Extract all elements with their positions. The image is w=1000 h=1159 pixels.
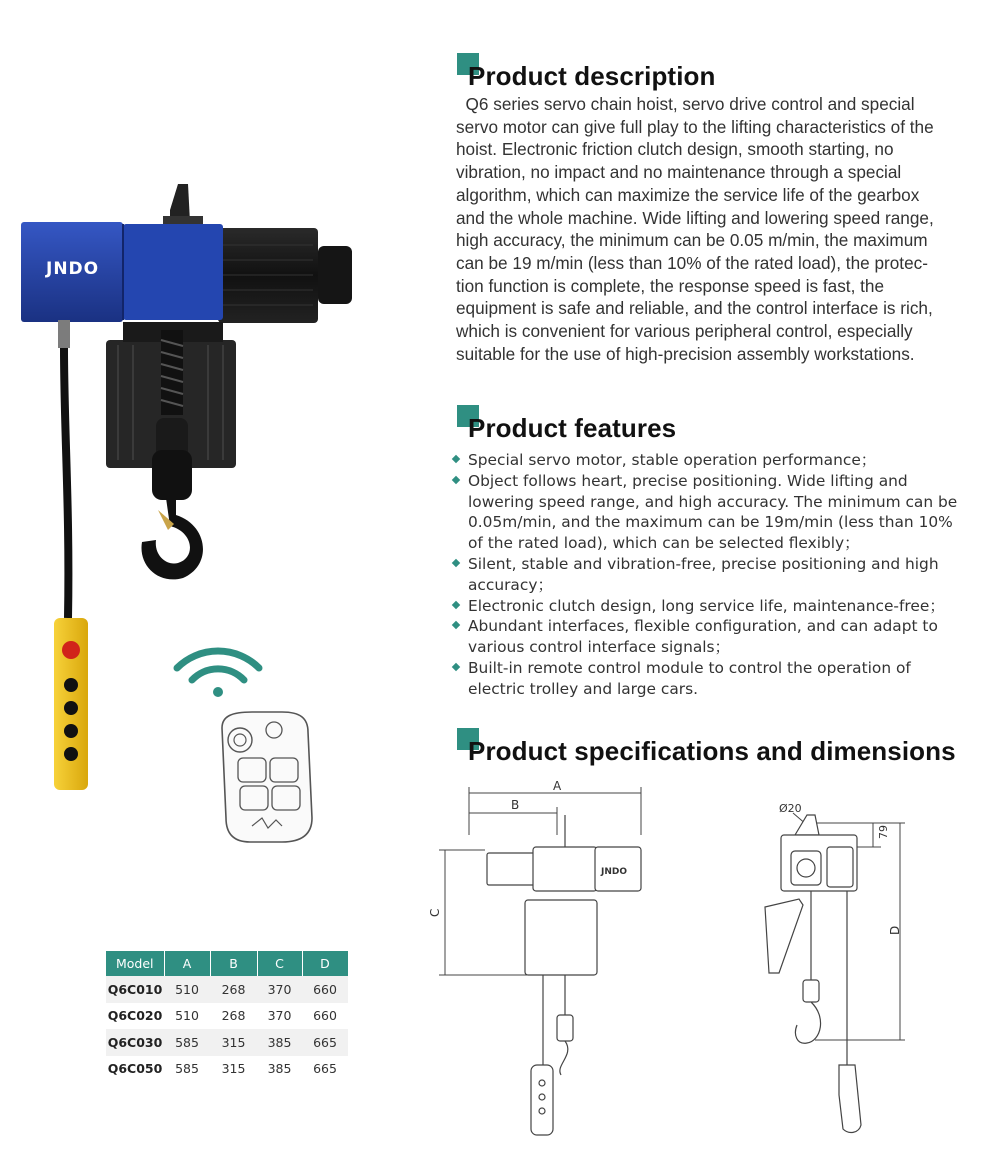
table-cell: 315 [221, 1061, 246, 1077]
section-title: Product description [468, 61, 716, 91]
description-line: suitable for the use of high-precision assembly workstations. [456, 343, 915, 364]
description-line: which is convenient for various peripheral control, especially [456, 321, 913, 342]
table-cell: 660 [313, 981, 337, 997]
dimension-label-hole: Ø20 [779, 802, 802, 815]
product-description [456, 93, 986, 365]
feature-line: lowering speed range, and high accuracy. The minimum can be [468, 492, 958, 511]
feature-line: Built-in remote control module to control the operation of [468, 658, 911, 677]
specifications-table [106, 951, 349, 1082]
table-header-row [106, 951, 348, 976]
column-header: C [257, 951, 302, 976]
table-row [106, 1056, 348, 1083]
table-cell: 385 [267, 1034, 292, 1050]
description-line: servo motor can give full play to the lifting characteristics of the [456, 116, 934, 137]
table-cell: 660 [313, 1008, 337, 1024]
table-cell: 268 [221, 1008, 246, 1024]
feature-line: Electronic clutch design, long service life, maintenance-free； [468, 596, 945, 615]
table-cell: Q6C020 [107, 1008, 163, 1024]
column-header: Model [106, 951, 164, 976]
brand-logo: JNDO [46, 259, 100, 279]
description-line: Q6 series servo chain hoist, servo drive control and special [456, 94, 915, 114]
feature-line: Special servo motor, stable operation performance； [468, 451, 877, 469]
dimension-label-a: A [553, 779, 562, 793]
features-list [452, 450, 992, 700]
hoist-illustration [18, 180, 363, 795]
table-cell: 315 [221, 1034, 246, 1050]
table-row [106, 1003, 348, 1030]
feature-item [452, 616, 992, 658]
remote-control-illustration [212, 708, 318, 846]
side-dimension-drawing [755, 795, 915, 1140]
feature-item [452, 596, 992, 617]
drawing-brand: JNDO [601, 867, 628, 877]
feature-item [452, 554, 992, 596]
table-cell: 370 [267, 981, 292, 997]
feature-line: Abundant interfaces, flexible configuration, and can adapt to [468, 617, 938, 636]
table-cell: 370 [267, 1008, 292, 1024]
wifi-icon [172, 630, 264, 700]
dimension-label-d: D [888, 925, 902, 935]
table-cell: Q6C030 [107, 1034, 163, 1050]
description-line: algorithm, which can maximize the service life of the gearbox [456, 184, 920, 205]
table-cell: 268 [221, 981, 246, 997]
table-cell: 510 [175, 981, 199, 997]
description-line: and the whole machine. Wide lifting and lowering speed range, [456, 207, 934, 228]
feature-item [452, 471, 992, 554]
description-line: can be 19 m/min (less than 10% of the rated load), the protec- [456, 252, 928, 273]
feature-line: 0.05m/min, and the maximum can be 19m/min (less than 10% [468, 513, 953, 532]
column-header: D [302, 951, 348, 976]
table-cell: 665 [313, 1061, 337, 1077]
table-cell: 510 [175, 1008, 199, 1024]
table-cell: 585 [175, 1034, 199, 1050]
feature-line: Object follows heart, precise positioning. Wide lifting and [468, 471, 908, 490]
description-line: vibration, no impact and no maintenance through a special [456, 162, 902, 183]
feature-line: various control interface signals； [468, 638, 730, 657]
dimension-label-c: C [428, 908, 442, 917]
section-title: Product specifications and dimensions [468, 736, 956, 766]
section-title: Product features [468, 413, 677, 443]
feature-item [452, 450, 992, 471]
description-line: hoist. Electronic friction clutch design, smooth starting, no [456, 139, 894, 160]
table-cell: Q6C010 [107, 981, 163, 997]
description-line: high accuracy, the minimum can be 0.05 m/min, the maximum [456, 230, 928, 251]
description-line: equipment is safe and reliable, and the control interface is rich, [456, 298, 933, 319]
column-header: B [210, 951, 257, 976]
table-row [106, 1029, 348, 1056]
feature-line: electric trolley and large cars. [468, 679, 699, 698]
front-dimension-drawing [425, 775, 650, 1145]
table-cell: Q6C050 [107, 1061, 163, 1077]
feature-item [452, 658, 992, 700]
column-header: A [164, 951, 210, 976]
table-row [106, 976, 348, 1003]
feature-line: of the rated load), which can be selected flexibly； [468, 534, 860, 553]
table-cell: 385 [267, 1061, 292, 1077]
feature-line: accuracy； [468, 575, 553, 594]
dimension-label-b: B [511, 798, 520, 812]
emergency-stop-icon [62, 641, 80, 659]
feature-line: Silent, stable and vibration-free, precise positioning and high [468, 554, 939, 573]
table-cell: 585 [175, 1061, 199, 1077]
table-cell: 665 [313, 1034, 337, 1050]
description-line: tion function is complete, the response speed is fast, the [456, 275, 885, 296]
dimension-label-79: 79 [877, 825, 890, 839]
